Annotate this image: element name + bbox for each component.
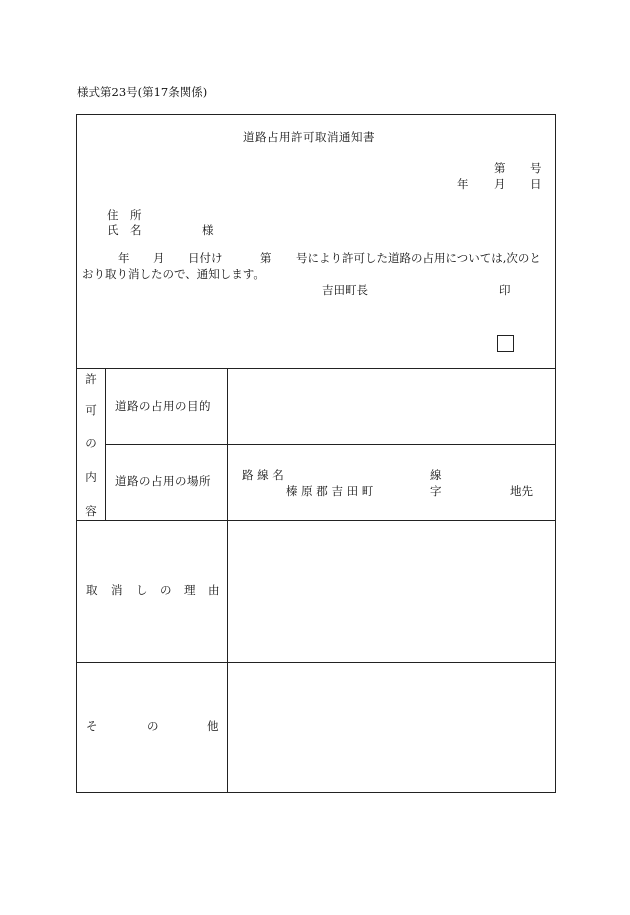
body-line2: おり取り消したので、通知します。 xyxy=(82,267,265,281)
honorific: 様 xyxy=(202,223,214,237)
form-number: 様式第23号(第17条関係) xyxy=(77,85,208,99)
reason-label-char: の xyxy=(160,583,172,597)
route-name-label: 路 線 名 xyxy=(242,468,284,482)
aza-label: 字 xyxy=(430,484,442,498)
purpose-label: 道路の占用の目的 xyxy=(115,399,211,413)
place-label: 道路の占用の場所 xyxy=(115,474,211,488)
address-label: 住 所 xyxy=(107,208,142,222)
number-dai: 第 xyxy=(494,161,506,175)
side-label-char: の xyxy=(85,436,97,450)
body-dai: 第 xyxy=(260,251,272,265)
issuer: 吉田町長 xyxy=(322,283,368,297)
date-year: 年 xyxy=(457,177,469,191)
other-label-char: の xyxy=(147,719,159,733)
body-line1-rest: 号により許可した道路の占用については,次のと xyxy=(296,251,541,265)
number-go: 号 xyxy=(530,161,542,175)
seal-label: 印 xyxy=(499,283,511,297)
line-suffix: 線 xyxy=(430,468,442,482)
permit-divider xyxy=(76,520,556,521)
district: 榛 原 郡 吉 田 町 xyxy=(286,484,374,498)
side-label-char: 内 xyxy=(85,470,97,484)
other-label-char: 他 xyxy=(207,719,219,733)
side-label-char: 許 xyxy=(85,372,97,386)
reason-label-char: し xyxy=(136,583,148,597)
date-day: 日 xyxy=(530,177,542,191)
document-title: 道路占用許可取消通知書 xyxy=(243,130,375,144)
reason-divider xyxy=(76,662,556,663)
header-divider xyxy=(76,368,556,369)
side-label-char: 容 xyxy=(85,504,97,518)
name-label: 氏 名 xyxy=(107,223,142,237)
seal-box xyxy=(497,335,514,352)
form-frame xyxy=(76,114,556,793)
body-month: 月 xyxy=(153,251,165,265)
body-dated: 日付け xyxy=(188,251,223,265)
reason-label-char: 理 xyxy=(184,583,196,597)
label-value-divider xyxy=(227,368,228,793)
side-label-char: 可 xyxy=(85,403,97,417)
reason-label-char: 消 xyxy=(111,583,123,597)
reason-label-char: 由 xyxy=(208,583,220,597)
reason-label-char: 取 xyxy=(86,583,98,597)
side-label-divider xyxy=(105,368,106,520)
body-year: 年 xyxy=(118,251,130,265)
other-label-char: そ xyxy=(86,719,98,733)
purpose-divider xyxy=(105,444,556,445)
chisaki-label: 地先 xyxy=(510,484,533,498)
date-month: 月 xyxy=(494,177,506,191)
